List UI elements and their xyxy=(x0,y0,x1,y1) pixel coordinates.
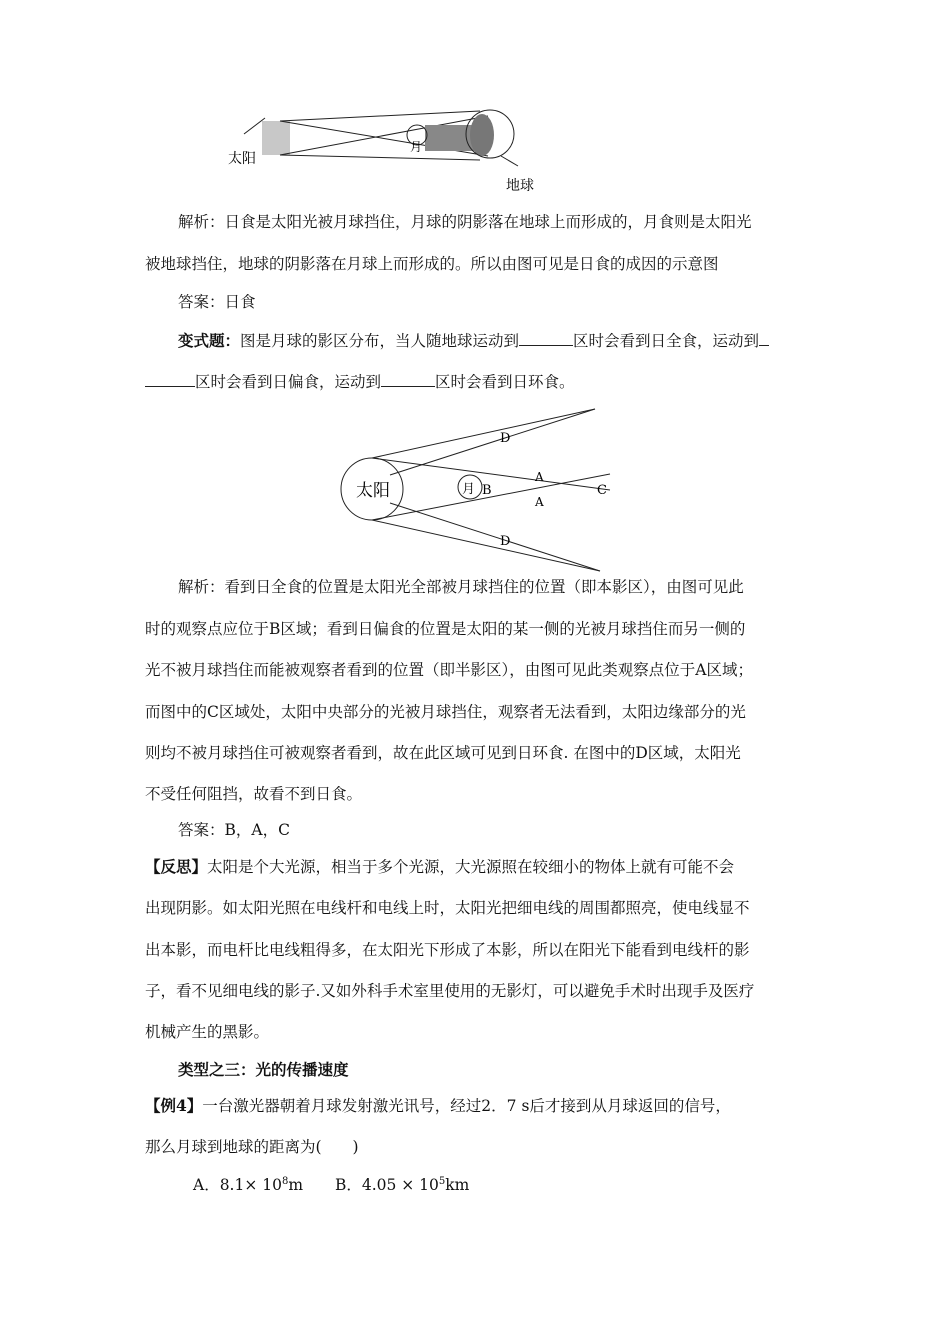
solar-eclipse-diagram xyxy=(220,108,550,198)
analysis1-line1: 解析：日食是太阳光被月球挡住，月球的阴影落在地球上而形成的，月食则是太阳光 xyxy=(178,213,752,231)
ray-line xyxy=(372,520,600,571)
region-d-lower-label: D xyxy=(500,534,511,549)
earth-label: 地球 xyxy=(506,178,534,194)
answer1: 答案：日食 xyxy=(178,293,256,311)
option-a: A．$8.1\times 10^8m$ xyxy=(193,1176,304,1195)
region-c-label: C xyxy=(597,483,607,498)
example4-text: 一台激光器朝着月球发射激光讯号，经过2．7 s后才接到从月球返回的信号， xyxy=(202,1097,731,1115)
example4-line2: 那么月球到地球的距离为( ) xyxy=(145,1138,359,1156)
answer2: 答案：B，A，C xyxy=(178,821,290,839)
sun-label: 太阳 xyxy=(228,151,256,167)
earth-pointer-line xyxy=(501,156,518,166)
sun-label: 太阳 xyxy=(356,481,390,501)
analysis1-line2: 被地球挡住，地球的阴影落在月球上而形成的。所以由图可见是日食的成因的示意图 xyxy=(145,255,719,273)
reflection-line2: 出现阴影。如太阳光照在电线杆和电线上时，太阳光把细电线的周围都照亮，使电线显不 xyxy=(145,899,750,917)
ray-line xyxy=(372,409,595,458)
options-line xyxy=(193,1172,469,1195)
analysis2-line1: 解析：看到日全食的位置是太阳光全部被月球挡住的位置（即本影区），由图可见此 xyxy=(178,578,744,596)
ray-line xyxy=(390,503,600,571)
answer-blank[interactable] xyxy=(519,329,573,346)
answer-blank[interactable] xyxy=(759,329,769,346)
analysis2-line3: 光不被月球挡住而能被观察者看到的位置（即半影区），由图可见此类观察点位于A区域； xyxy=(145,661,753,679)
option-b: B．$4.05 \times 10^5km$ xyxy=(334,1176,470,1195)
reflection-line3: 出本影，而电杆比电线粗得多，在太阳光下形成了本影，所以在阳光下能看到电线杆的影 xyxy=(145,941,750,959)
ray-line xyxy=(390,409,595,475)
answer-blank[interactable] xyxy=(145,370,195,387)
moon-label: 月 xyxy=(410,140,423,154)
earth-shadow-spot xyxy=(470,114,494,156)
answer-blank[interactable] xyxy=(381,370,435,387)
example4-line1 xyxy=(145,1096,731,1116)
moon-label: 月 xyxy=(462,482,476,497)
reflection-label: 【反思】 xyxy=(145,857,208,876)
analysis2-line6: 不受任何阻挡，故看不到日食。 xyxy=(145,785,363,803)
variant-text-a: 图是月球的影区分布，当人随地球运动到 xyxy=(240,332,520,350)
analysis2-line2: 时的观察点应位于B区域；看到日偏食的位置是太阳的某一侧的光被月球挡住而另一侧的 xyxy=(145,620,746,638)
analysis2-line4: 而图中的C区域处，太阳中央部分的光被月球挡住，观察者无法看到，太阳边缘部分的光 xyxy=(145,703,746,721)
example4-label: 【例4】 xyxy=(145,1096,203,1115)
variant-label: 变式题： xyxy=(178,331,241,350)
reflection-line4: 子，看不见细电线的影子.又如外科手术室里使用的无影灯，可以避免手术时出现手及医疗 xyxy=(145,982,755,1000)
analysis2-line5: 则均不被月球挡住可被观察者看到，故在此区域可见到日环食. 在图中的D区域，太阳光 xyxy=(145,744,741,762)
variant-question-line1 xyxy=(178,329,769,351)
sun-pointer-line xyxy=(244,118,265,134)
reflection-line5: 机械产生的黑影。 xyxy=(145,1023,270,1041)
variant-text-d: 区时会看到日环食。 xyxy=(435,373,575,391)
ray-line xyxy=(280,155,480,160)
region-b-label: B xyxy=(482,483,492,498)
variant-text-b: 区时会看到日全食，运动到 xyxy=(573,332,760,350)
region-a-upper-label: A xyxy=(535,470,544,484)
variant-question-line2 xyxy=(145,370,575,392)
reflection-line1 xyxy=(145,857,734,877)
variant-text-c: 区时会看到日偏食，运动到 xyxy=(195,373,382,391)
region-a-lower-label: A xyxy=(535,495,544,509)
reflection-text: 太阳是个大光源，相当于多个光源，大光源照在较细小的物体上就有可能不会 xyxy=(207,858,735,876)
moon-shadow xyxy=(425,125,475,151)
section-title: 类型之三：光的传播速度 xyxy=(178,1060,349,1079)
ray-line xyxy=(280,111,480,121)
moon-shadow-regions-diagram xyxy=(330,400,620,580)
region-d-upper-label: D xyxy=(500,431,511,446)
